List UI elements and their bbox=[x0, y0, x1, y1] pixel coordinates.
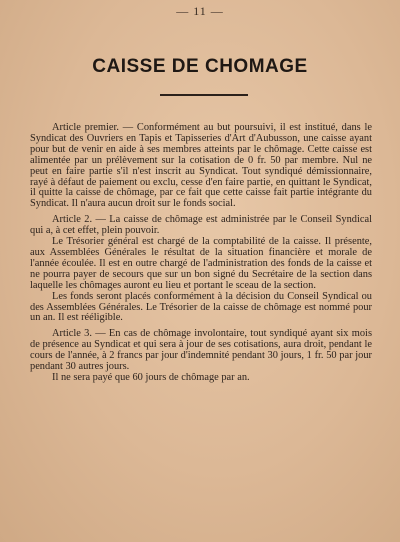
page-number: — 11 — bbox=[176, 4, 224, 18]
paragraph-tresorier: Le Trésorier général est chargé de la comptabilité de la caisse. Il présente, aux Assemblées Générales le résultat de la situation financière et morale de l'année écoulée. Il est en outre chargé de l'administration des fonds de la caisse et ne pourra payer de secours que sur un bon signé du Secrétaire de la section dans laquelle les chômages auront eu lieu et portant le sceau de la section. bbox=[30, 236, 372, 291]
page-title: CAISSE DE CHOMAGE bbox=[92, 56, 308, 77]
document-body bbox=[30, 123, 372, 389]
paragraph-article-2: Article 2. — La caisse de chômage est administrée par le Conseil Syndical qui a, à cet effet, plein pouvoir. bbox=[30, 214, 372, 237]
paragraph-article-1: Article premier. — Conformément au but poursuivi, il est institué, dans le Syndicat des Ouvriers en Tapis et Tapisseries d'Art d'Aubusson, une caisse ayant pour but de venir en aide à ses membres atteints par le chômage. Cette caisse est alimentée par un prélèvement sur la cotisation de 0 fr. 50 par membre. Nul ne peut en faire partie s'il n'est inscrit au Syndicat. Tout syndiqué démissionnaire, rayé à défaut de paiement ou exclu, cesse d'en faire partie, en quittant le Syndicat, il quitte la caisse de chômage, par ce fait que cette caisse fait partie intégrante du Syndicat. Il n'aura aucun droit sur le fonds social. bbox=[30, 122, 372, 210]
paragraph-fonds: Les fonds seront placés conformément à la décision du Conseil Syndical ou des Assemblées Générales. Le Trésorier de la caisse de chômage est nommé pour un an. Il est rééligible. bbox=[30, 290, 372, 324]
paragraph-limite: Il ne sera payé que 60 jours de chômage par an. bbox=[52, 371, 250, 383]
title-underline bbox=[160, 94, 248, 96]
paragraph-article-3: Article 3. — En cas de chômage involontaire, tout syndiqué ayant six mois de présence au Syndicat et qui sera à jour de ses cotisations, aura droit, pendant le cours de l'année, à 2 francs par jour d'indemnité pendant 30 jours, 1 fr. 50 par jour pendant 30 autres jours. bbox=[30, 328, 372, 373]
